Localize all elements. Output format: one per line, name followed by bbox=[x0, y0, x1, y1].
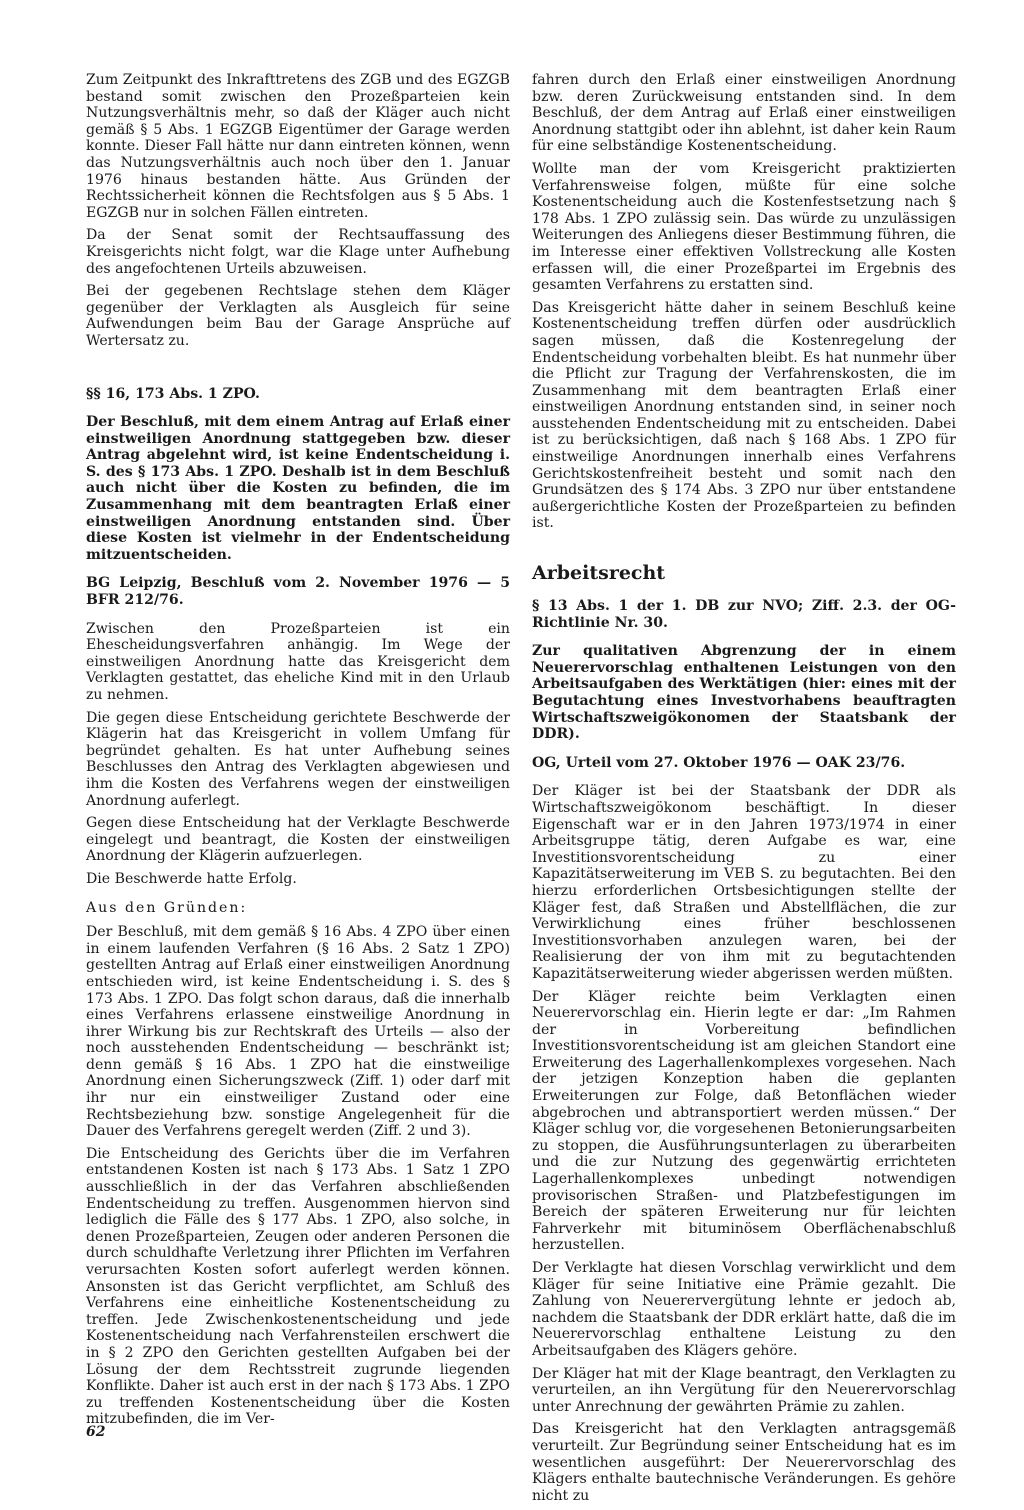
paragraph: Zum Zeitpunkt des Inkrafttretens des ZGB und des EGZGB bestand somit zwischen den Prozeßparteien kein Nutzungsverhältnis mehr, so daß der Kläger auch nicht gemäß § 5 Abs. 1 EGZGB Eigentümer der Garage werden konnte. Dieser Fall hätte nur dann eintreten können, wenn das Nutzungsverhältnis auch noch über den 1. Januar 1976 hinaus bestanden hätte. Aus Gründen der Rechtssicherheit können die Rechtsfolgen aus § 5 Abs. 1 EGZGB nur in solchen Fällen eintreten. bbox=[86, 72, 510, 221]
paragraph: Der Kläger reichte beim Verklagten einen Neuerervorschlag ein. Hierin legte er dar: „Im Rahmen der in Vorbereitung befindlichen Investitionsvorentscheidung ist am gleichen Standort eine Erweiterung des Lagerhallenkomplexes vorgesehen. Nach der jetzigen Konzeption haben die geplanten Erweiterungen zur Folge, daß Betonflächen wieder abgebrochen und abtransportiert werden müssen.“ Der Kläger schlug vor, die vorgesehenen Betonierungsarbeiten zu stoppen, die Ausführungsunterlagen zu überarbeiten und die zur Nutzung des gegenwärtig errichteten Lagerhallenkomplexes unbedingt notwendigen provisorischen Straßen- und Platzbefestigungen im Bereich der späteren Erweiterung nur für leichten Fahrverkehr mit bituminösem Oberflächenabschluß herzustellen. bbox=[532, 988, 956, 1254]
right-column bbox=[532, 72, 956, 1510]
paragraph: Der Kläger hat mit der Klage beantragt, den Verklagten zu verurteilen, an ihn Vergütung für den Neuerervorschlag unter Anrechnung der gewährten Prämie zu zahlen. bbox=[532, 1365, 956, 1415]
paragraph: Bei der gegebenen Rechtslage stehen dem Kläger gegenüber der Verklagten als Ausgleich für seine Aufwendungen beim Bau der Garage Ansprüche auf Wertersatz zu. bbox=[86, 283, 510, 349]
paragraph: Gegen diese Entscheidung hat der Verklagte Beschwerde eingelegt und beantragt, die Kosten der einstweiligen Anordnung der Klägerin aufzuerlegen. bbox=[86, 815, 510, 865]
left-column bbox=[86, 72, 510, 1434]
paragraph: Der Kläger ist bei der Staatsbank der DDR als Wirtschaftszweigökonom beschäftigt. In dieser Eigenschaft war er in den Jahren 1973/1974 in einer Arbeitsgruppe tätig, deren Aufgabe es war, eine Investitionsvorentscheidung zu einer Kapazitätserweiterung im VEB S. zu begutachten. Bei den hierzu erforderlichen Ortsbesichtigungen stellte der Kläger fest, daß Straßen und Abstellflächen, die zur Verwirklichung eines früher beschlossenen Investitionsvorhaben anzulegen waren, bei der Realisierung der von ihm mit zu begutachtenden Kapazitätserweiterung wieder abgerissen werden müßten. bbox=[532, 783, 956, 982]
paragraph: fahren durch den Erlaß einer einstweiligen Anordnung bzw. deren Zurückweisung entstanden sind. In dem Beschluß, der dem Antrag auf Erlaß einer einstweiligen Anordnung stattgibt oder ihn ablehnt, ist daher kein Raum für eine selbständige Kostenentscheidung. bbox=[532, 72, 956, 155]
paragraph: Das Kreisgericht hat den Verklagten antragsgemäß verurteilt. Zur Begründung seiner Entscheidung hat es im wesentlichen ausgeführt: Der Neuerervorschlag des Klägers enthalte bautechnische Veränderungen. Es gehöre nicht zu bbox=[532, 1421, 956, 1504]
paragraph: Da der Senat somit der Rechtsauffassung des Kreisgerichts nicht folgt, war die Klage unter Aufhebung des angefochtenen Urteils abzuweisen. bbox=[86, 227, 510, 277]
reasons-heading: Aus den Gründen: bbox=[86, 899, 248, 916]
paragraph: Die gegen diese Entscheidung gerichtete Beschwerde der Klägerin hat das Kreisgericht in vollem Umfang für begründet gehalten. Es hat unter Aufhebung seines Beschlusses den Antrag des Verklagten abgewiesen und ihm die Kosten des Verfahrens wegen der einstweiligen Anordnung auferlegt. bbox=[86, 709, 510, 809]
paragraph: Zwischen den Prozeßparteien ist ein Ehescheidungsverfahren anhängig. Im Wege der einstweiligen Anordnung hatte das Kreisgericht dem Verklagten gestattet, das eheliche Kind mit in den Urlaub zu nehmen. bbox=[86, 620, 510, 703]
headnote: Der Beschluß, mit dem einem Antrag auf Erlaß einer einstweiligen Anordnung stattgegeben bzw. dieser Antrag abgelehnt wird, ist keine Endentscheidung i. S. des § 173 Abs. 1 ZPO. Deshalb ist in dem Beschluß auch nicht über die Kosten zu befinden, die im Zusammenhang mit dem beantragten Erlaß einer einstweiligen Anordnung entstanden sind. Über diese Kosten ist vielmehr in der Endentscheidung mitzuentscheiden. bbox=[86, 414, 510, 563]
paragraph: Die Beschwerde hatte Erfolg. bbox=[86, 870, 297, 887]
paragraph: Der Beschluß, mit dem gemäß § 16 Abs. 4 ZPO über einen in einem laufenden Verfahren (§ 16 Abs. 2 Satz 1 ZPO) gestellten Antrag auf Erlaß einer einstweiligen Anordnung entschieden wird, ist keine Endentscheidung i. S. des § 173 Abs. 1 ZPO. Das folgt schon daraus, daß die innerhalb eines Verfahrens erlassene einstweilige Anordnung in ihrer Wirkung bis zur Rechtskraft des Urteils — also der noch ausstehenden Endentscheidung — beschränkt ist; denn gemäß § 16 Abs. 1 ZPO hat die einstweilige Anordnung einen Sicherungszweck (Ziff. 1) oder darf mit ihr nur ein einstweiliger Zustand oder eine Rechtsbeziehung bzw. sonstige Angelegenheit für die Dauer des Verfahrens geregelt werden (Ziff. 2 und 3). bbox=[86, 924, 510, 1140]
norm-heading: § 13 Abs. 1 der 1. DB zur NVO; Ziff. 2.3. der OG-Richtlinie Nr. 30. bbox=[532, 598, 956, 631]
paragraph: Das Kreisgericht hätte daher in seinem Beschluß keine Kostenentscheidung treffen dürfen oder ausdrücklich sagen müssen, daß die Kostenregelung der Endentscheidung vorbehalten bleibt. Es hat nunmehr über die Pflicht zur Tragung der Verfahrenskosten, die im Zusammenhang mit dem beantragten Erlaß einer einstweiligen Anordnung entstanden sind, in seiner noch ausstehenden Endentscheidung mit zu entscheiden. Dabei ist zu berücksichtigen, daß nach § 168 Abs. 1 ZPO für einstweilige Anordnungen innerhalb eines Verfahrens Gerichtskostenfreiheit besteht und somit nach den Grundsätzen des § 174 Abs. 3 ZPO nur über entstandene außergerichtliche Kosten der Prozeßparteien zu befinden ist. bbox=[532, 299, 956, 532]
norm-heading: §§ 16, 173 Abs. 1 ZPO. bbox=[86, 385, 260, 402]
headnote: Zur qualitativen Abgrenzung der in einem Neuerervorschlag enthaltenen Leistungen von den Arbeitsaufgaben des Werktätigen (hier: eines mit der Begutachtung eines Investvorhabens beauftragten Wirtschaftszweigökonomen der Staatsbank der DDR). bbox=[532, 643, 956, 743]
paragraph: Der Verklagte hat diesen Vorschlag verwirklicht und dem Kläger für seine Initiative eine Prämie gezahlt. Die Zahlung von Neuerervergütung lehnte er jedoch ab, nachdem die Staatsbank der DDR erklärt hatte, daß die im Neuerervorschlag enthaltene Leistung zu den Arbeitsaufgaben des Klägers gehöre. bbox=[532, 1260, 956, 1359]
section-heading: Arbeitsrecht bbox=[532, 562, 666, 585]
case-citation: BG Leipzig, Beschluß vom 2. November 1976 — 5 BFR 212/76. bbox=[86, 575, 510, 609]
page-number: 62 bbox=[86, 1424, 106, 1440]
paragraph: Wollte man der vom Kreisgericht praktizierten Verfahrensweise folgen, müßte für eine solche Kostenentscheidung auch die Kostenfestsetzung nach § 178 Abs. 1 ZPO zulässig sein. Das würde zu unzulässigen Weiterungen des Anliegens dieser Bestimmung führen, die im Interesse einer effektiven Vollstreckung alle Kosten erfassen will, die einer Prozeßpartei im Ergebnis des gesamten Verfahrens zu erstatten sind. bbox=[532, 160, 956, 294]
paragraph: Die Entscheidung des Gerichts über die im Verfahren entstandenen Kosten ist nach § 173 Abs. 1 Satz 1 ZPO ausschließlich in der das Verfahren abschließenden Endentscheidung zu treffen. Ausgenommen hiervon sind lediglich die Fälle des § 177 Abs. 1 ZPO, also solche, in denen Prozeßparteien, Zeugen oder anderen Personen die durch schuldhafte Verletzung ihrer Pflichten im Verfahren verursachten Kosten sofort auferlegt werden können. Ansonsten ist das Gericht verpflichtet, am Schluß des Verfahrens eine einheitliche Kostenentscheidung zu treffen. Jede Zwischenkostenentscheidung und jede Kostenentscheidung nach Verfahrensteilen erschwert die in § 2 ZPO den Gerichten gestellten Aufgaben bei der Lösung der dem Rechtsstreit zugrunde liegenden Konflikte. Daher ist auch erst in der nach § 173 Abs. 1 ZPO zu treffenden Kostenentscheidung über die Kosten mitzubefinden, die im Ver- bbox=[86, 1145, 510, 1428]
case-citation: OG, Urteil vom 27. Oktober 1976 — OAK 23/76. bbox=[532, 754, 906, 771]
